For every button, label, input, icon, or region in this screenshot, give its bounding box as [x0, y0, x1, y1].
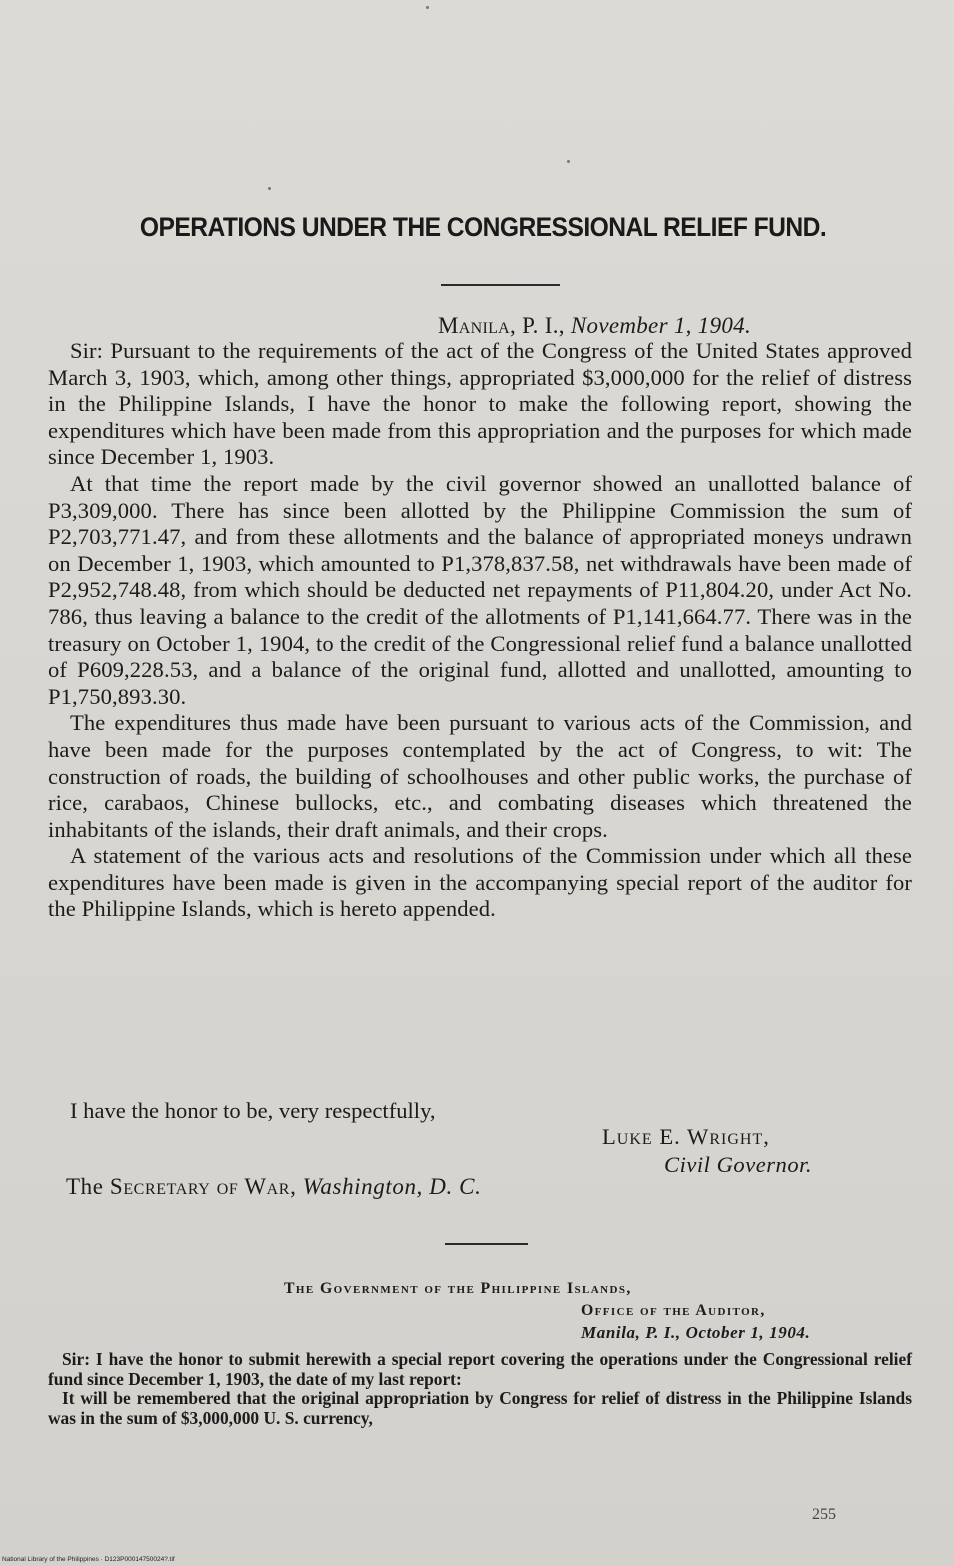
letter1-closing: I have the honor to be, very respectfully, [70, 1098, 436, 1123]
addressee-prefix: The [66, 1174, 104, 1199]
speck [426, 6, 429, 9]
dateline-date: November 1, 1904. [570, 313, 752, 338]
letter2-paragraph: It will be remembered that the original appropriation by Congress for relief of distress in the Philippine Islands was in the sum of $3,000,000 U. S. currency, [48, 1388, 912, 1428]
page-number: 255 [812, 1506, 836, 1523]
dateline-place: Manila, P. I., [438, 313, 565, 338]
title-divider [441, 284, 560, 286]
letter1-dateline [438, 313, 898, 339]
section-divider [445, 1243, 528, 1245]
letter2-header-government: The Government of the Philippine Islands, [284, 1280, 632, 1297]
addressee-place: Washington, D. C. [302, 1174, 482, 1199]
addressee-name: Secretary of War, [109, 1174, 297, 1199]
letter1-paragraph: A statement of the various acts and resolutions of the Commission under which all these expenditures have been made is given in the accompanying special report of the auditor for the Philippine Islands, which is hereto appended. [48, 843, 912, 922]
letter1-paragraph: The expenditures thus made have been pursuant to various acts of the Commission, and have been made for the purposes contemplated by the act of Congress, to wit: The construction of roads, the building of schoolhouses and other public works, the purchase of rice, carabaos, Chinese bullocks, etc., and combating diseases which threatened the inhabitants of the islands, their draft animals, and their crops. [48, 710, 912, 842]
scan-credit: National Library of the Philippines · D123P00014750024?.tif [2, 1556, 175, 1563]
signature-title: Civil Governor. [664, 1152, 813, 1177]
addressee [66, 1174, 481, 1200]
letter2-header-office: Office of the Auditor, [581, 1302, 766, 1319]
letter2-header-date: Manila, P. I., October 1, 1904. [581, 1323, 811, 1342]
letter2-paragraph: Sir: I have the honor to submit herewith a special report covering the operations under the Congressional relief fund since December 1, 1903, the date of my last report: [48, 1349, 912, 1389]
letter2-body [48, 1350, 912, 1428]
letter1-paragraph: At that time the report made by the civil governor showed an unallotted balance of P3,309,000. There has since been allotted by the Philippine Commission the sum of P2,703,771.47, and from these allotments and the balance of appropriated moneys undrawn on December 1, 1903, which amounted to P1,378,837.58, net withdrawals have been made of P2,952,748.48, from which should be deducted net repayments of P11,804.20, under Act No. 786, thus leaving a balance to the credit of the allotments of P1,141,664.77. There was in the treasury on October 1, 1904, to the credit of the Congressional relief fund a balance unallotted of P609,228.53, and a balance of the original fund, allotted and unallotted, amounting to P1,750,893.30. [48, 470, 912, 709]
speck [268, 187, 271, 190]
signature-name: Luke E. Wright, [602, 1124, 770, 1149]
document-title: OPERATIONS UNDER THE CONGRESSIONAL RELIEF FUND. [139, 212, 827, 242]
letter1-body [48, 338, 912, 923]
letter1-paragraph: Sir: Pursuant to the requirements of the act of the Congress of the United States approved March 3, 1903, which, among other things, appropriated $3,000,000 for the relief of distress in the Philippine Islands, I have the honor to make the following report, showing the expenditures which have been made from this appropriation and the purposes for which made since December 1, 1903. [48, 338, 912, 470]
speck [567, 160, 570, 163]
